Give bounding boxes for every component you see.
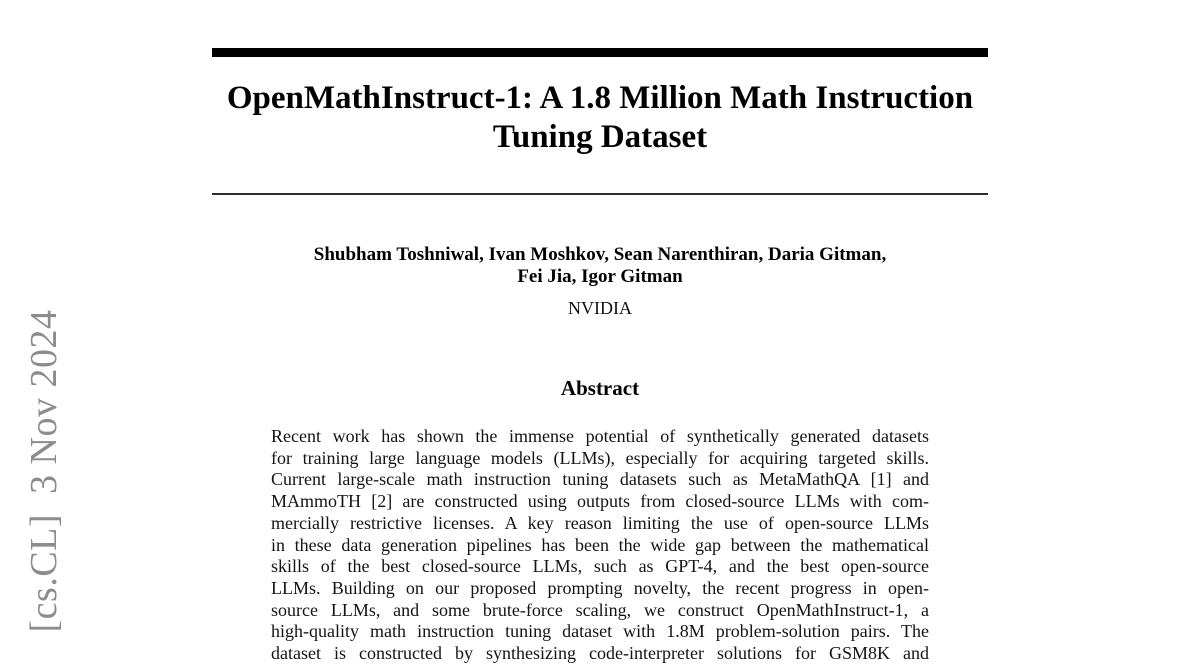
abstract-heading: Abstract [560, 376, 640, 400]
abstract-line: skills of the best closed-source LLMs, such as GPT-4, and the best open-source [271, 556, 929, 577]
abstract-line: high-quality math instruction tuning dataset with 1.8M problem-solution pairs. The [271, 621, 929, 642]
abstract-body [271, 426, 929, 665]
author-block [0, 244, 1200, 288]
authors-line-2: Fei Jia, Igor Gitman [517, 266, 683, 287]
arxiv-sidebar-watermark: [cs.CL] 3 Nov 2024 [23, 309, 65, 633]
abstract-line: MAmmoTH [2] are constructed using outputs from closed-source LLMs with com- [271, 491, 929, 512]
authors-line-1: Shubham Toshniwal, Ivan Moshkov, Sean Narenthiran, Daria Gitman, [313, 244, 887, 265]
abstract-line: LLMs. Building on our proposed prompting novelty, the recent progress in open- [271, 577, 929, 598]
paper-title-line-2: Tuning Dataset [492, 119, 708, 155]
abstract-line: in these data generation pipelines has been the wide gap between the mathematical [271, 534, 929, 555]
abstract-line: mercially restrictive licenses. A key reason limiting the use of open-source LLMs [271, 512, 929, 533]
abstract-line: Current large-scale math instruction tuning datasets such as MetaMathQA [1] and [271, 469, 929, 490]
abstract-line: for training large language models (LLMs), especially for acquiring targeted skills. [271, 447, 929, 468]
title-top-rule [212, 48, 988, 57]
paper-title-line-1: OpenMathInstruct-1: A 1.8 Million Math Instruction [226, 80, 974, 116]
abstract-line: dataset is constructed by synthesizing code-interpreter solutions for GSM8K and [271, 643, 929, 664]
affiliation: NVIDIA [568, 298, 632, 318]
title-bottom-rule [212, 193, 988, 195]
paper-title [0, 79, 1200, 157]
abstract-line: Recent work has shown the immense potential of synthetically generated datasets [271, 426, 929, 446]
abstract-line: source LLMs, and some brute-force scaling, we construct OpenMathInstruct-1, a [271, 599, 929, 620]
